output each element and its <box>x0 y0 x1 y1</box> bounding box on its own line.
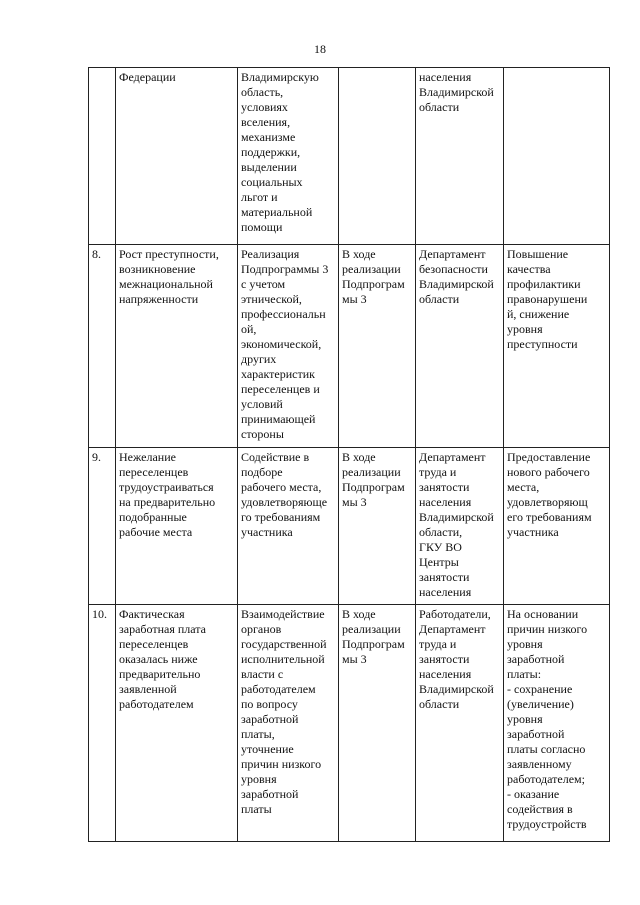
row-number-cell <box>89 68 116 245</box>
result-cell <box>504 68 610 245</box>
responsible-cell: Работодатели, Департамент труда и занятости населения Владимирской области <box>416 605 504 842</box>
measures-cell: Содействие в подборе рабочего места, удовлетворяюще го требованиям участника <box>238 448 339 605</box>
responsible-cell: Департамент безопасности Владимирской области <box>416 245 504 448</box>
result-cell: Повышение качества профилактики правонарушени й, снижение уровня преступности <box>504 245 610 448</box>
result-cell: На основании причин низкого уровня заработной платы: - сохранение (увеличение) уровня заработной платы согласно заявленному работодателем; - оказание содействия в трудоустройств <box>504 605 610 842</box>
risk-cell: Нежелание переселенцев трудоустраиваться на предварительно подобранные рабочие места <box>116 448 238 605</box>
risk-cell: Фактическая заработная плата переселенцев оказалась ниже предварительно заявленной работодателем <box>116 605 238 842</box>
page-number: 18 <box>314 42 326 56</box>
timing-cell: В ходе реализации Подпрограм мы 3 <box>339 605 416 842</box>
row-number-cell: 8. <box>89 245 116 448</box>
risk-cell: Рост преступности, возникновение межнациональной напряженности <box>116 245 238 448</box>
responsible-cell: населения Владимирской области <box>416 68 504 245</box>
risk-cell: Федерации <box>116 68 238 245</box>
measures-table <box>88 67 610 842</box>
result-cell: Предоставление нового рабочего места, удовлетворяющ его требованиям участника <box>504 448 610 605</box>
timing-cell: В ходе реализации Подпрограм мы 3 <box>339 245 416 448</box>
responsible-cell: Департамент труда и занятости населения Владимирской области, ГКУ ВО Центры занятости населения <box>416 448 504 605</box>
timing-cell: В ходе реализации Подпрограм мы 3 <box>339 448 416 605</box>
measures-cell: Взаимодействие органов государственной исполнительной власти с работодателем по вопросу заработной платы, уточнение причин низкого уровня заработной платы <box>238 605 339 842</box>
row-number-cell: 10. <box>89 605 116 842</box>
table-row <box>89 68 610 245</box>
row-number-cell: 9. <box>89 448 116 605</box>
timing-cell <box>339 68 416 245</box>
measures-cell: Владимирскую область, условиях вселения, механизме поддержки, выделении социальных льгот и материальной помощи <box>238 68 339 245</box>
table-row <box>89 605 610 842</box>
table-row <box>89 448 610 605</box>
measures-cell: Реализация Подпрограммы 3 с учетом этнической, профессиональн ой, экономической, других характеристик переселенцев и условий принимающей стороны <box>238 245 339 448</box>
table-row <box>89 245 610 448</box>
